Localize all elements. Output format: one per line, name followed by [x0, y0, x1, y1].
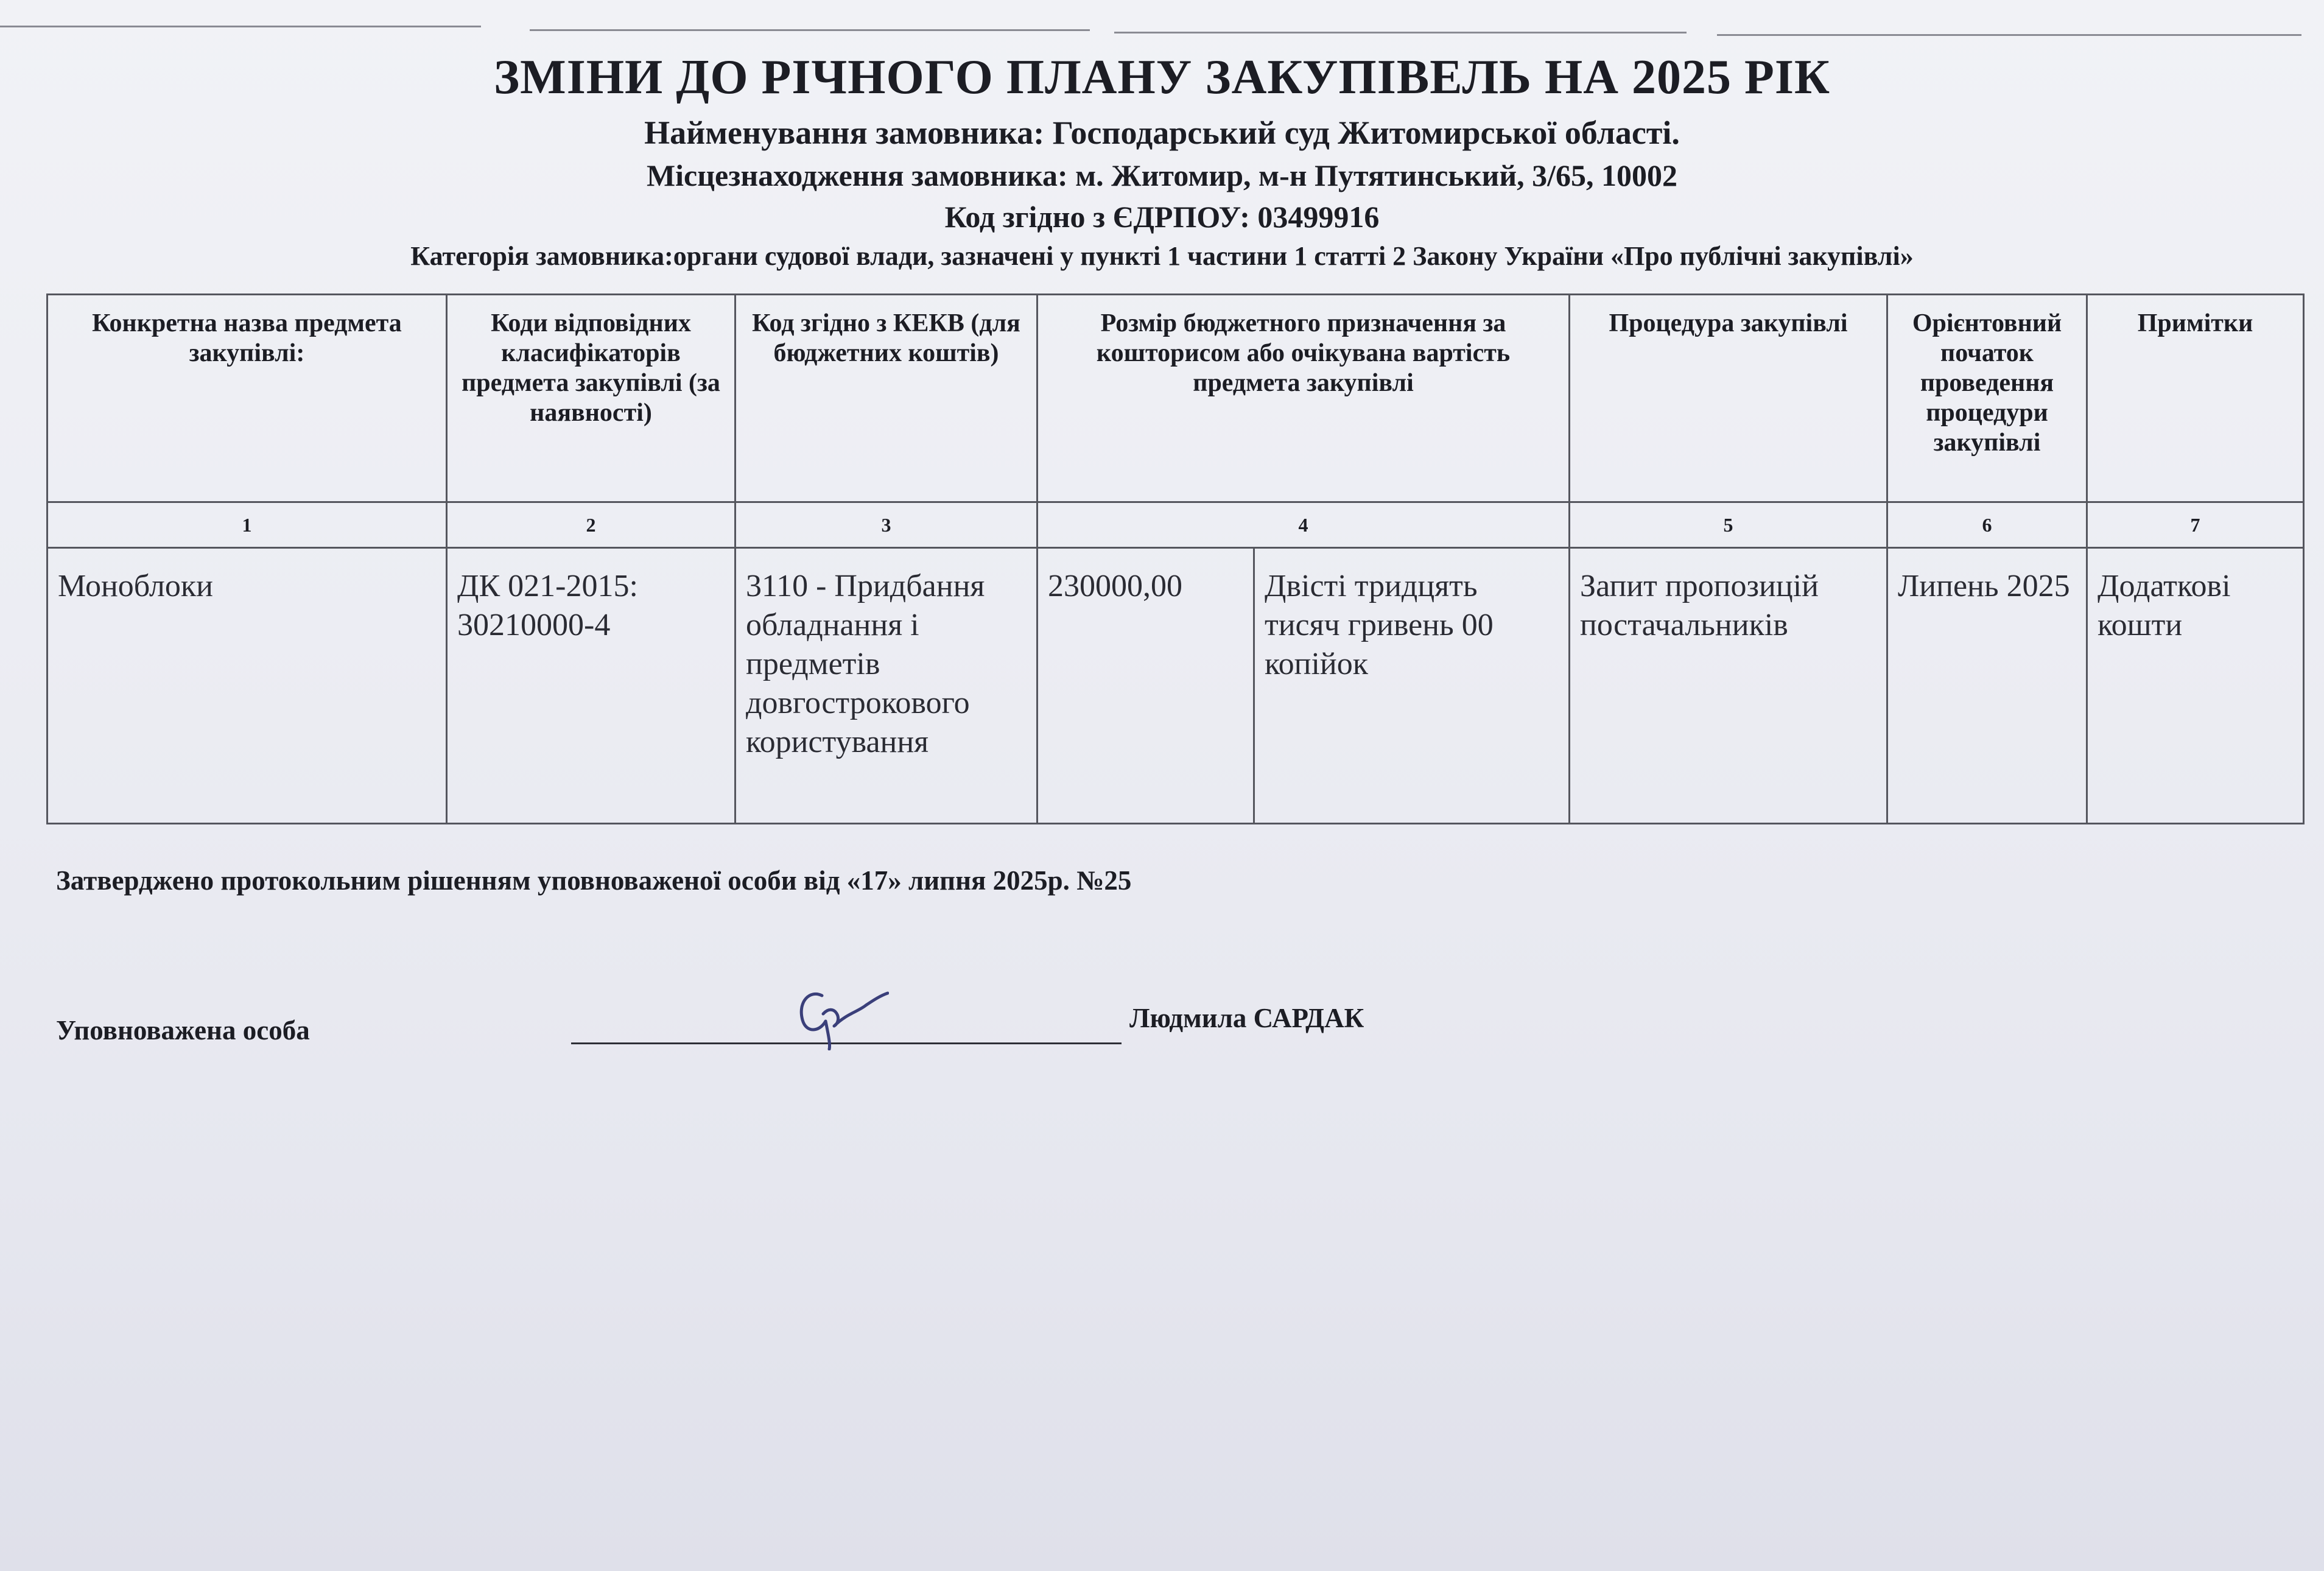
document-header: [0, 44, 2324, 275]
cell-notes: Додаткові кошти: [2087, 548, 2304, 824]
cell-amount: 230000,00: [1037, 548, 1254, 824]
col-header-start: Орієнтовний початок проведення процедури закупівлі: [1887, 295, 2087, 502]
cell-start: Липень 2025: [1887, 548, 2087, 824]
col-header-classifier: Коди відповідних класифікаторів предмета закупівлі (за наявності): [447, 295, 735, 502]
column-number: 6: [1887, 502, 2087, 548]
column-number: 4: [1037, 502, 1570, 548]
cell-item-name: Моноблоки: [47, 548, 447, 824]
column-number: 7: [2087, 502, 2304, 548]
customer-category: Категорія замовника:органи судової влади, зазначені у пункті 1 частини 1 статті 2 Закону України «Про публічні закупівлі»: [410, 241, 1914, 271]
column-number: 5: [1570, 502, 1887, 548]
col-header-procedure: Процедура закупівлі: [1570, 295, 1887, 502]
column-number: 3: [735, 502, 1037, 548]
cell-procedure: Запит пропозицій постачальників: [1570, 548, 1887, 824]
signatory-name: Людмила САРДАК: [1129, 1003, 1364, 1033]
col-header-item-name: Конкретна назва предмета закупівлі:: [47, 295, 447, 502]
col-header-kekv: Код згідно з КЕКВ (для бюджетних коштів): [735, 295, 1037, 502]
cell-classifier: ДК 021-2015: 30210000-4: [447, 548, 735, 824]
column-number: 2: [447, 502, 735, 548]
document-title: ЗМІНИ ДО РІЧНОГО ПЛАНУ ЗАКУПІВЕЛЬ НА 2025 РІК: [493, 51, 1831, 104]
column-number: 1: [47, 502, 447, 548]
top-rule: [0, 26, 481, 27]
table-row: [47, 548, 2304, 824]
customer-location: Місцезнаходження замовника: м. Житомир, м-н Путятинський, 3/65, 10002: [646, 158, 1678, 192]
procurement-plan-table: [46, 293, 2305, 824]
top-rule: [530, 29, 1090, 31]
cell-amount-words: Двісті тридцять тисяч гривень 00 копійок: [1254, 548, 1570, 824]
customer-name: Найменування замовника: Господарський суд Житомирської області.: [644, 114, 1680, 151]
edrpou-code: Код згідно з ЄДРПОУ: 03499916: [944, 200, 1380, 234]
cell-kekv: 3110 - Придбання обладнання і предметів довгострокового користування: [735, 548, 1037, 824]
col-header-budget: Розмір бюджетного призначення за кошторисом або очікувана вартість предмета закупівлі: [1037, 295, 1570, 502]
col-header-notes: Примітки: [2087, 295, 2304, 502]
top-rule: [1114, 32, 1687, 33]
approval-statement: Затверджено протокольним рішенням уповноваженої особи від «17» липня 2025р. №25: [56, 865, 1132, 896]
handwritten-signature: [785, 977, 889, 1050]
top-rule: [1717, 34, 2301, 36]
table-header-row: [47, 295, 2304, 502]
signatory-label: Уповноважена особа: [56, 1015, 310, 1046]
table-number-row: [47, 502, 2304, 548]
